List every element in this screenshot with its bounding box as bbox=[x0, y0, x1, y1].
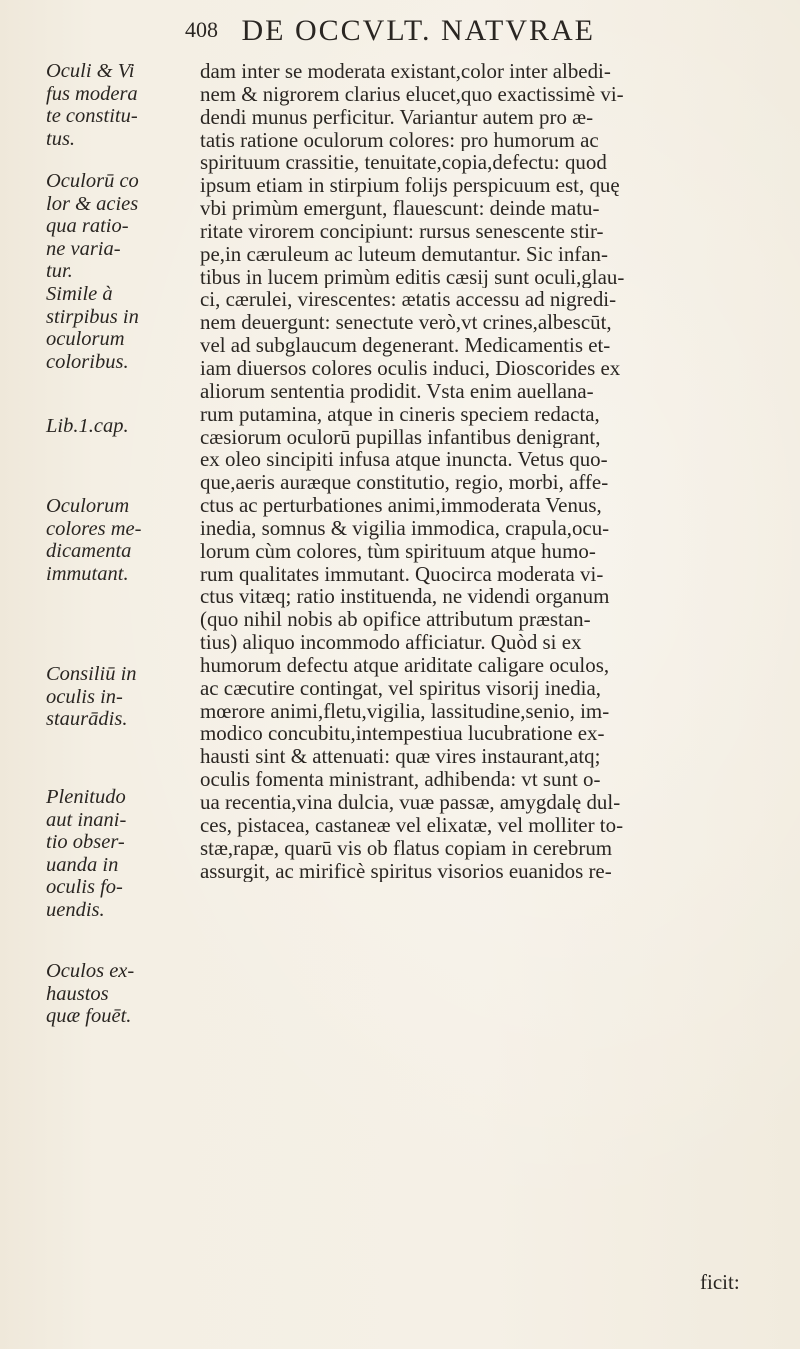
text-line: ex oleo sincipiti infusa atque inuncta. Vetus quo- bbox=[200, 448, 608, 472]
text-line: rum qualitates immutant. Quocirca moderata vi- bbox=[200, 562, 604, 586]
page-header bbox=[185, 14, 765, 58]
text-line: modico concubitu,intempestiua lucubratione ex- bbox=[200, 722, 605, 746]
margin-note: Oculi & Vi fus modera te constitu- tus. bbox=[46, 60, 138, 150]
text-line: lorum cùm colores, tùm spirituum atque humo- bbox=[200, 539, 596, 563]
main-text bbox=[200, 60, 780, 882]
margin-note: Simile à stirpibus in oculorum coloribus. bbox=[46, 283, 139, 373]
text-line: ipsum etiam in stirpium folijs perspicuum est, quę bbox=[200, 174, 620, 198]
text-line: nem deuergunt: senectute verò,vt crines,albescūt, bbox=[200, 311, 612, 335]
text-line: hausti sint & attenuati: quæ vires instaurant,atq; bbox=[200, 745, 601, 769]
page-number: 408 bbox=[185, 17, 218, 42]
text-line: ctus vitæq; ratio instituenda, ne videndi organum bbox=[200, 585, 610, 609]
text-line: ci, cærulei, virescentes: ætatis accessu ad nigredi- bbox=[200, 288, 617, 312]
text-line: tius) aliquo incommodo afficiatur. Quòd si ex bbox=[200, 631, 582, 654]
text-line: inedia, somnus & vigilia immodica, crapula,ocu- bbox=[200, 516, 610, 540]
text-line: tatis ratione oculorum colores: pro humorum ac bbox=[200, 128, 599, 152]
text-line: assurgit, ac mirificè spiritus visorios euanidos re- bbox=[200, 859, 612, 883]
text-line: que,aeris auræque constitutio, regio, morbi, affe- bbox=[200, 471, 609, 495]
text-line: ctus ac perturbationes animi,immoderata Venus, bbox=[200, 494, 602, 517]
text-line: oculis fomenta ministrant, adhibenda: vt sunt o- bbox=[200, 768, 601, 791]
text-line: cæsiorum oculorū pupillas infantibus denigrant, bbox=[200, 425, 601, 449]
text-line: ritate virorem concipiunt: rursus senescente stir- bbox=[200, 219, 604, 243]
text-line: pe,in cæruleum ac luteum demutantur. Sic infan- bbox=[200, 242, 608, 266]
margin-note: Oculorū co lor & acies qua ratio- ne varia- tur. bbox=[46, 170, 139, 282]
text-line: vel ad subglaucum degenerant. Medicamentis et- bbox=[200, 334, 611, 357]
margin-note: Lib.1.cap. bbox=[46, 415, 129, 437]
text-line: tibus in lucem primùm editis cæsij sunt oculi,glau- bbox=[200, 265, 625, 289]
running-title: DE OCCVLT. NATVRAE bbox=[241, 14, 596, 47]
margin-note: Oculos ex- haustos quæ fouēt. bbox=[46, 960, 135, 1027]
margin-note: Consiliū in oculis in- staurādis. bbox=[46, 663, 137, 730]
text-line: humorum defectu atque ariditate caligare oculos, bbox=[200, 653, 610, 677]
text-line: stæ,rapæ, quarū vis ob flatus copiam in cerebrum bbox=[200, 836, 613, 860]
text-line: ua recentia,vina dulcia, vuæ passæ, amygdalę dul- bbox=[200, 791, 621, 814]
text-line: rum putamina, atque in cineris speciem redacta, bbox=[200, 402, 600, 426]
text-line: vbi primùm emergunt, flauescunt: deinde matu- bbox=[200, 197, 600, 220]
text-line: mœrore animi,fletu,vigilia, lassitudine,senio, im- bbox=[200, 699, 610, 723]
margin-note: Plenitudo aut inani- tio obser- uanda in oculis fo- uendis. bbox=[46, 786, 127, 921]
text-line: dendi munus perficitur. Variantur autem pro æ- bbox=[200, 105, 594, 129]
text-line: dam inter se moderata existant,color inter albedi- bbox=[200, 60, 611, 83]
text-line: spirituum crassitie, tenuitate,copia,defectu: quod bbox=[200, 151, 607, 175]
text-line: iam diuersos colores oculis induci, Dioscorides ex bbox=[200, 356, 621, 380]
margin-note: Oculorum colores me- dicamenta immutant. bbox=[46, 495, 142, 585]
text-line: nem & nigrorem clarius elucet,quo exactissimè vi- bbox=[200, 82, 624, 106]
catchword: ficit: bbox=[700, 1270, 740, 1294]
text-line: ces, pistacea, castaneæ vel elixatæ, vel molliter to- bbox=[200, 813, 624, 837]
text-line: ac cæcutire contingat, vel spiritus visorij inedia, bbox=[200, 676, 602, 700]
text-line: aliorum sententia prodidit. Vsta enim auellana- bbox=[200, 379, 594, 403]
text-line: (quo nihil nobis ab opifice attributum præstan- bbox=[200, 608, 591, 632]
